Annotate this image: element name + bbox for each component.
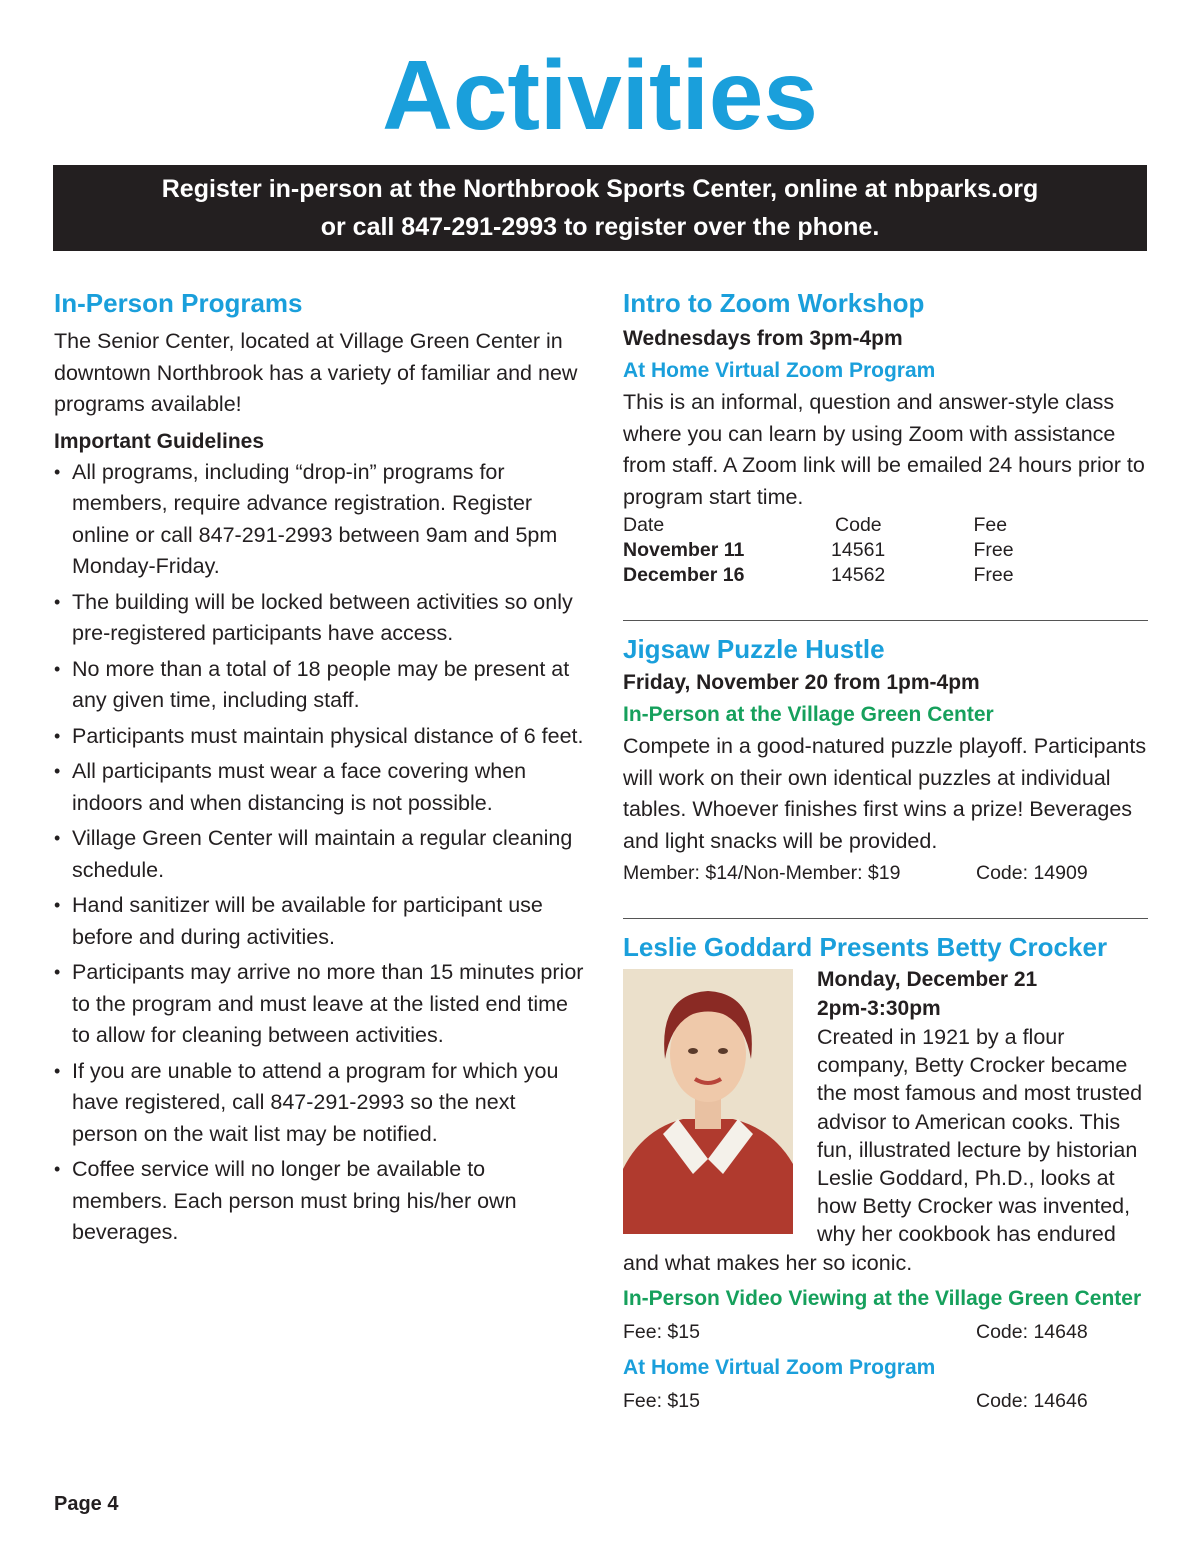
in-person-intro: The Senior Center, located at Village Green Center in downtown Northbrook has a variety of familiar and new programs available!	[54, 329, 578, 416]
zoom-description: This is an informal, question and answer-style class where you can learn by using Zoom with assistance from staff. A Zoom link will be emailed 24 hours prior to program start time.	[623, 390, 1145, 509]
section-divider	[623, 918, 1148, 919]
page-number: Page 4	[54, 1493, 119, 1515]
betty-option2-row	[623, 1387, 1148, 1415]
session-code: 14561	[831, 539, 886, 561]
page-title: Activities	[382, 40, 818, 150]
session-fee: Free	[973, 564, 1014, 586]
portrait-dress	[623, 1119, 793, 1234]
portrait-eye-left	[688, 1048, 698, 1054]
session-date: December 16	[623, 564, 745, 586]
guidelines-heading: Important Guidelines	[54, 429, 265, 453]
header-fee: Fee	[973, 514, 1008, 536]
puzzle-code: Code: 14909	[976, 862, 1088, 884]
in-person-programs-section	[54, 285, 584, 1253]
list-item: • Village Green Center will maintain a regular cleaning schedule.	[54, 823, 584, 886]
list-item: • No more than a total of 18 people may be present at any given time, including staff.	[54, 654, 584, 717]
list-item: • Hand sanitizer will be available for participant use before and during activities.	[54, 890, 584, 953]
session-date: November 11	[623, 539, 745, 561]
betty-option1-label: In-Person Video Viewing at the Village Green Center	[623, 1286, 1142, 1310]
header-code: Code	[835, 514, 882, 536]
list-item: • Coffee service will no longer be available to members. Each person must bring his/her own beverages.	[54, 1154, 584, 1249]
table-header-row	[623, 513, 1043, 538]
betty-option2-label: At Home Virtual Zoom Program	[623, 1355, 936, 1379]
betty-crocker-section	[623, 929, 1148, 1415]
header-date: Date	[623, 514, 665, 536]
right-column	[623, 285, 1148, 1415]
banner-line-1: Register in-person at the Northbrook Sports Center, online at nbparks.org	[161, 175, 1039, 203]
portrait-eye-right	[718, 1048, 728, 1054]
list-item: • All programs, including “drop-in” programs for members, require advance registration. Register online or call 847-291-2993 between 9am and 5pm Monday-Friday.	[54, 457, 584, 583]
puzzle-section	[623, 631, 1148, 887]
session-fee: Free	[973, 539, 1014, 561]
zoom-heading: Intro to Zoom Workshop	[623, 288, 925, 318]
session-code: 14562	[831, 564, 886, 586]
betty-description: Created in 1921 by a flour company, Betty Crocker became the most famous and most trusted advisor to American cooks. This fun, illustrated lecture by historian Leslie Goddard, Ph.D., looks at how Betty Crocker was invented, why her cookbook has endured and what makes her so iconic.	[623, 1025, 1143, 1275]
puzzle-heading: Jigsaw Puzzle Hustle	[623, 634, 885, 664]
puzzle-description: Compete in a good-natured puzzle playoff. Participants will work on their own identical puzzles at individual tables. Whoever finishes first wins a prize! Beverages and light snacks will be provided.	[623, 734, 1147, 853]
list-item: • Participants may arrive no more than 15 minutes prior to the program and must leave at the listed end time to allow for cleaning between activities.	[54, 957, 584, 1052]
betty-option2-fee: Fee: $15	[623, 1389, 700, 1412]
betty-time: 2pm-3:30pm	[817, 997, 941, 1020]
puzzle-fee: Member: $14/Non-Member: $19	[623, 862, 901, 884]
section-divider	[623, 620, 1148, 621]
zoom-location: At Home Virtual Zoom Program	[623, 359, 936, 382]
zoom-workshop-section	[623, 285, 1148, 588]
list-item: • Participants must maintain physical distance of 6 feet.	[54, 721, 584, 753]
zoom-schedule-table	[623, 513, 1043, 588]
guidelines-list	[54, 457, 584, 1249]
registration-banner	[53, 165, 1147, 251]
betty-date: Monday, December 21	[817, 968, 1038, 991]
betty-option1-code: Code: 14648	[976, 1320, 1088, 1343]
list-item: • If you are unable to attend a program for which you have registered, call 847-291-2993 so the next person on the wait list may be notified.	[54, 1056, 584, 1151]
in-person-heading: In-Person Programs	[54, 288, 303, 318]
puzzle-when: Friday, November 20 from 1pm-4pm	[623, 671, 980, 694]
table-row	[623, 538, 1043, 563]
zoom-when: Wednesdays from 3pm-4pm	[623, 327, 903, 350]
betty-option1-fee: Fee: $15	[623, 1320, 700, 1343]
banner-line-2: or call 847-291-2993 to register over the phone.	[320, 213, 880, 241]
list-item: • The building will be locked between activities so only pre-registered participants have access.	[54, 587, 584, 650]
list-item: • All participants must wear a face covering when indoors and when distancing is not possible.	[54, 756, 584, 819]
betty-heading: Leslie Goddard Presents Betty Crocker	[623, 932, 1108, 962]
betty-crocker-portrait	[623, 969, 793, 1234]
betty-body	[623, 965, 1148, 1277]
betty-option2-code: Code: 14646	[976, 1389, 1088, 1412]
betty-option1-row	[623, 1318, 1148, 1346]
table-row	[623, 563, 1043, 588]
puzzle-location: In-Person at the Village Green Center	[623, 703, 994, 726]
puzzle-fee-row	[623, 859, 1148, 887]
